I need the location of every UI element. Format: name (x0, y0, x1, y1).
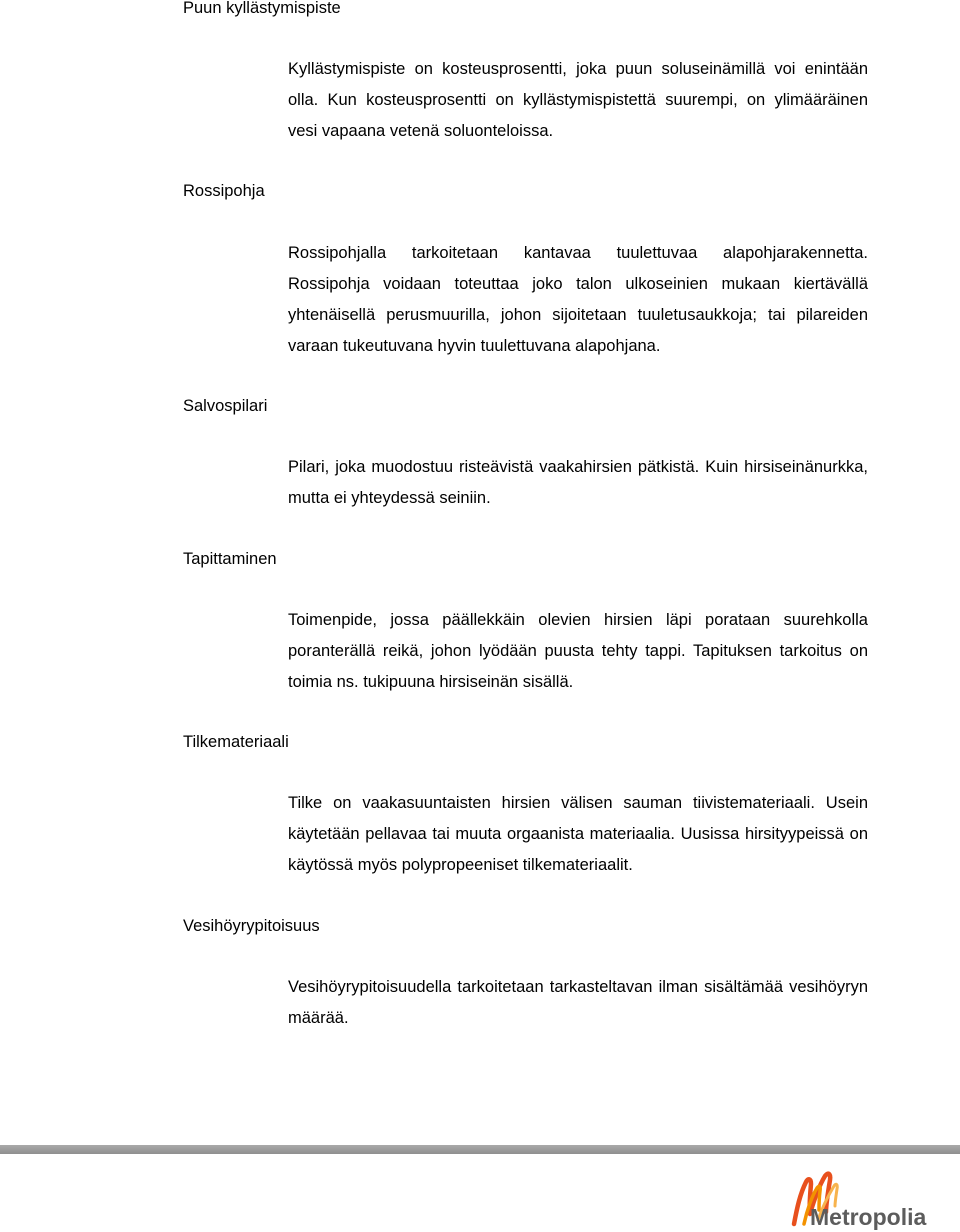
term-salvospilari: Salvospilari (183, 397, 268, 415)
definition-puun-kyllastymispiste: Kyllästymispiste on kosteusprosentti, joka puun soluseinämillä voi enintään olla. Kun kosteusprosentti on kyllästymispistettä suurempi, on ylimääräinen vesi vapaana vetenä soluonteloissa. (288, 60, 868, 140)
definition-vesihoyrypitoisuus: Vesihöyrypitoisuudella tarkoitetaan tarkasteltavan ilman sisältämää vesihöyryn määrää. (288, 978, 868, 1027)
term-rossipohja: Rossipohja (183, 182, 265, 200)
definition-tilkemateriaali: Tilke on vaakasuuntaisten hirsien välisen sauman tiivistemateriaali. Usein käytetään pellavaa tai muuta orgaanista materiaalia. Uusissa hirsityypeissä on käytössä myös polypropeeniset tilkemateriaalit. (288, 794, 868, 874)
term-vesihoyrypitoisuus: Vesihöyrypitoisuus (183, 917, 320, 935)
term-tapittaminen: Tapittaminen (183, 550, 277, 568)
metropolia-wordmark: Metropolia (810, 1204, 927, 1230)
footer-divider (0, 1145, 960, 1154)
term-tilkemateriaali: Tilkemateriaali (183, 733, 289, 751)
definition-salvospilari: Pilari, joka muodostuu risteävistä vaakahirsien pätkistä. Kuin hirsiseinänurkka, mutta ei yhteydessä seiniin. (288, 458, 868, 507)
term-puun-kyllastymispiste: Puun kyllästymispiste (183, 0, 341, 17)
definition-tapittaminen: Toimenpide, jossa päällekkäin olevien hirsien läpi porataan suurehkolla poranterällä reikä, johon lyödään puusta tehty tappi. Tapituksen tarkoitus on toimia ns. tukipuuna hirsiseinän sisällä. (288, 611, 868, 691)
definition-rossipohja: Rossipohjalla tarkoitetaan kantavaa tuulettuvaa alapohjarakennetta. Rossipohja voidaan toteuttaa joko talon ulkoseinien mukaan kiertävällä yhtenäisellä perusmuurilla, johon sijoitetaan tuuletusaukkoja; tai pilareiden varaan tukeutuvana hyvin tuulettuvana alapohjana. (288, 244, 868, 355)
